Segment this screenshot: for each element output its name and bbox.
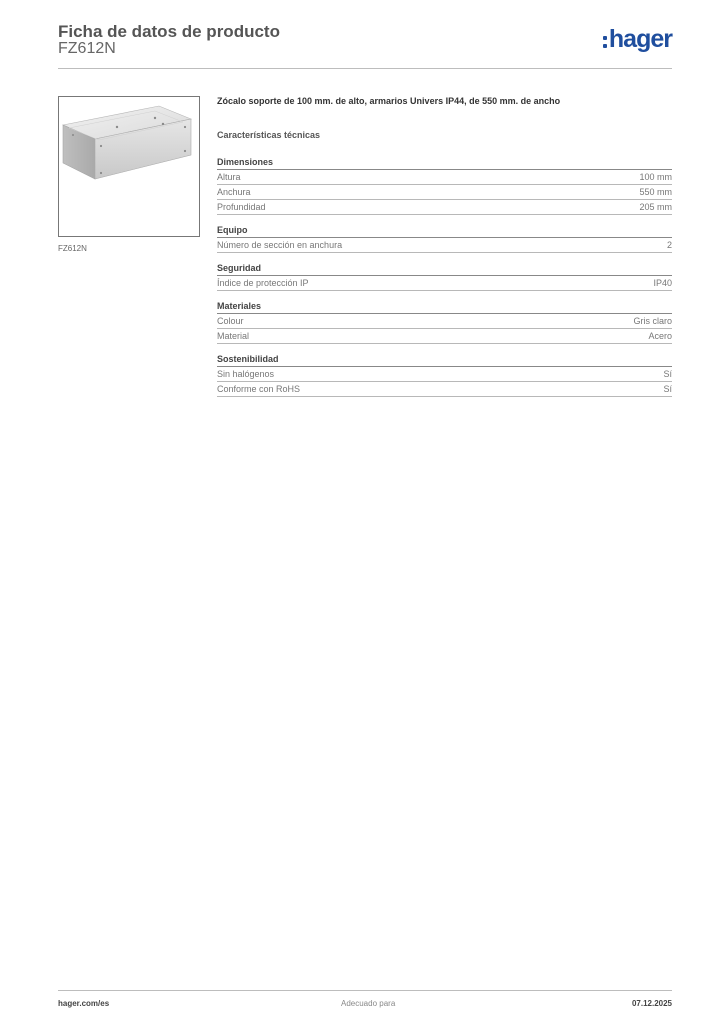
spec-value: IP40 — [653, 278, 672, 288]
spec-row — [217, 238, 672, 253]
section-title: Sostenibilidad — [217, 353, 672, 367]
spec-value: 550 mm — [639, 187, 672, 197]
product-image — [58, 96, 200, 237]
footer-website: hager.com/es — [58, 999, 110, 1008]
spec-row — [217, 367, 672, 382]
image-caption: FZ612N — [58, 244, 87, 253]
spec-label: Número de sección en anchura — [217, 240, 343, 250]
product-description: Zócalo soporte de 100 mm. de alto, armarios Univers IP44, de 550 mm. de ancho — [217, 96, 561, 106]
spec-value: Sí — [663, 369, 672, 379]
section-title: Materiales — [217, 300, 672, 314]
spec-label: Índice de protección IP — [217, 278, 309, 288]
section-equipo — [217, 224, 672, 253]
product-code: FZ612N — [58, 40, 116, 57]
section-title: Equipo — [217, 224, 672, 238]
spec-row — [217, 276, 672, 291]
spec-value: 2 — [666, 240, 672, 250]
page-header — [58, 20, 672, 69]
spec-label: Colour — [217, 316, 244, 326]
spec-value: Acero — [648, 331, 672, 341]
spec-label: Sin halógenos — [217, 369, 275, 379]
spec-row — [217, 185, 672, 200]
spec-value: Gris claro — [633, 316, 672, 326]
spec-row — [217, 382, 672, 397]
product-content — [217, 96, 672, 406]
section-sostenibilidad — [217, 353, 672, 397]
section-title: Dimensiones — [217, 156, 672, 170]
technical-characteristics-title: Características técnicas — [217, 130, 321, 140]
section-title: Seguridad — [217, 262, 672, 276]
spec-value: Sí — [663, 384, 672, 394]
spec-label: Conforme con RoHS — [217, 384, 301, 394]
footer-suitable-for: Adecuado para — [341, 999, 396, 1008]
spec-row — [217, 329, 672, 344]
section-seguridad — [217, 262, 672, 291]
spec-label: Anchura — [217, 187, 251, 197]
product-base-illustration — [59, 97, 199, 236]
hager-logo — [603, 27, 672, 52]
page-footer — [58, 990, 672, 1013]
spec-label: Profundidad — [217, 202, 266, 212]
spec-row — [217, 170, 672, 185]
document-title: Ficha de datos de producto — [58, 22, 280, 41]
spec-row — [217, 314, 672, 329]
spec-value: 100 mm — [639, 172, 672, 182]
spec-label: Material — [217, 331, 250, 341]
spec-label: Altura — [217, 172, 241, 182]
logo-colon-icon — [603, 36, 607, 48]
section-dimensiones — [217, 156, 672, 215]
footer-date: 07.12.2025 — [631, 999, 672, 1008]
logo-wordmark: hager — [608, 25, 672, 53]
spec-value: 205 mm — [639, 202, 672, 212]
section-materiales — [217, 300, 672, 344]
spec-row — [217, 200, 672, 215]
